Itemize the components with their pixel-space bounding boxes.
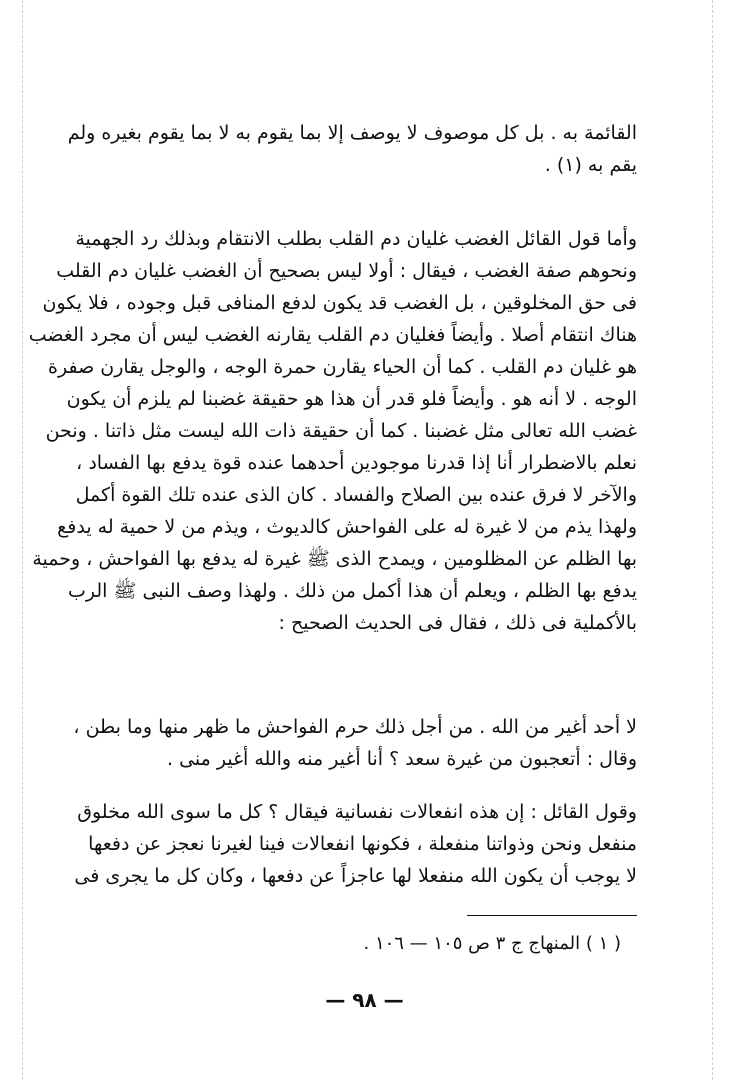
scan-fold-line-right [712, 0, 713, 1080]
text-line: لا يوجب أن يكون الله منفعلا لها عاجزاً عن دفعها ، وكان كل ما يجرى فى [74, 865, 637, 887]
text-line: وقول القائل : إن هذه انفعالات نفسانية فيقال ؟ كل ما سوى الله مخلوق [77, 801, 637, 823]
text-line: ولهذا يذم من لا غيرة له على الفواحش كالديوث ، ويذم من لا حمية له يدفع [57, 516, 637, 538]
text-line: وأما قول القائل الغضب غليان دم القلب بطلب الانتقام وبذلك رد الجهمية [75, 228, 637, 250]
text-line: بها الظلم عن المظلومين ، ويمدح الذى ﷺ غيرة له يدفع بها الفواحش ، وحمية [32, 548, 637, 570]
paragraph-1 [67, 117, 637, 181]
footnote-separator [467, 915, 637, 916]
footnote: ( ١ ) المنهاج ج ٣ ص ١٠٥ — ١٠٦ . [363, 933, 621, 954]
text-line: فى حق المخلوقين ، بل الغضب قد يكون لدفع المنافى قبل وجوده ، فلا يكون [42, 292, 637, 314]
page-number: — ٩٨ — [325, 988, 404, 1012]
text-line: وقال : أتعجبون من غيرة سعد ؟ أنا أغير منه والله أغير منى . [167, 748, 637, 770]
text-line: والآخر لا فرق عنده بين الصلاح والفساد . كان الذى عنده تلك القوة أكمل [75, 484, 637, 506]
text-line: ونحوهم صفة الغضب ، فيقال : أولا ليس بصحيح أن الغضب غليان دم القلب [56, 260, 637, 282]
text-line: هناك انتقام أصلا . وأيضاً فغليان دم القلب يقارنه الغضب ليس أن مجرد الغضب [28, 324, 637, 346]
text-line: القائمة به . بل كل موصوف لا يوصف إلا بما يقوم به لا بما يقوم بغيره ولم [67, 122, 637, 144]
paragraph-2 [28, 223, 637, 639]
text-line: يقم به (١) . [544, 154, 637, 176]
scan-fold-line-left [22, 0, 23, 1080]
text-line: هو غليان دم القلب . كما أن الحياء يقارن حمرة الوجه ، والوجل يقارن صفرة [48, 356, 637, 378]
paragraph-4 [74, 796, 637, 892]
text-line: لا أحد أغير من الله . من أجل ذلك حرم الفواحش ما ظهر منها وما بطن ، [73, 716, 637, 738]
text-line: نعلم بالاضطرار أنا إذا قدرنا موجودين أحدهما عنده قوة يدفع بها الفساد ، [76, 452, 637, 474]
text-line: غضب الله تعالى مثل غضبنا . كما أن حقيقة ذات الله ليست مثل ذاتنا . ونحن [45, 420, 637, 442]
text-line: الوجه . لا أنه هو . وأيضاً فلو قدر أن هذا هو حقيقة غضبنا لم يلزم أن يكون [66, 388, 637, 410]
text-line: يدفع بها الظلم ، ويعلم أن هذا أكمل من ذلك . ولهذا وصف النبى ﷺ الرب [67, 580, 637, 602]
hadith-quote [73, 711, 637, 775]
text-line: منفعل ونحن وذواتنا منفعلة ، فكونها انفعالات فينا لغيرنا نعجز عن دفعها [88, 833, 637, 855]
text-line: بالأكملية فى ذلك ، فقال فى الحديث الصحيح : [278, 612, 637, 634]
